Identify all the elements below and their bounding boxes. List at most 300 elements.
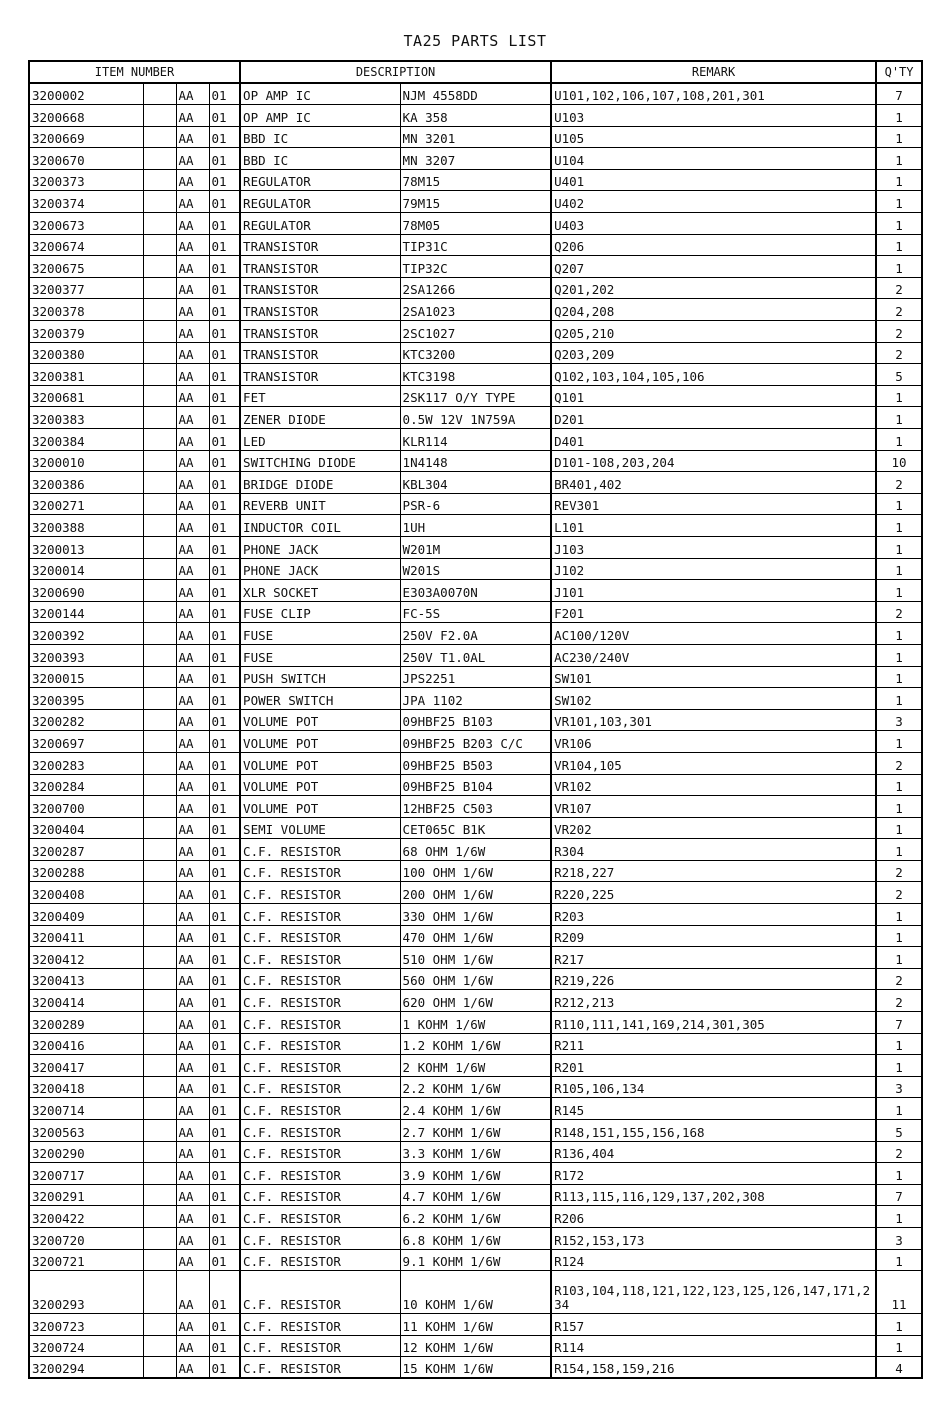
revision-cell: 01 (209, 1335, 240, 1357)
remark-cell: SW102 (551, 688, 876, 710)
table-row (29, 731, 922, 753)
spec-cell: E303A0070N (400, 580, 551, 602)
revision-cell: 01 (209, 342, 240, 364)
spec-cell: 0.5W 12V 1N759A (400, 407, 551, 429)
revision-cell: 01 (209, 450, 240, 472)
blank-cell (143, 169, 176, 191)
table-row (29, 860, 922, 882)
blank-cell (143, 1120, 176, 1142)
description-cell: REVERB UNIT (240, 493, 400, 515)
remark-cell: D201 (551, 407, 876, 429)
table-row (29, 882, 922, 904)
blank-cell (143, 1012, 176, 1034)
table-row (29, 1076, 922, 1098)
description-cell: FUSE (240, 623, 400, 645)
item-number-cell: 3200002 (29, 83, 143, 105)
description-cell: TRANSISTOR (240, 321, 400, 343)
grade-cell: AA (176, 558, 209, 580)
blank-cell (143, 968, 176, 990)
item-number-cell: 3200393 (29, 644, 143, 666)
description-cell: TRANSISTOR (240, 342, 400, 364)
grade-cell: AA (176, 364, 209, 386)
remark-cell: R136,404 (551, 1141, 876, 1163)
spec-cell: 3.3 KOHM 1/6W (400, 1141, 551, 1163)
remark-cell: R203 (551, 904, 876, 926)
remark-cell: R154,158,159,216 (551, 1357, 876, 1379)
blank-cell (143, 860, 176, 882)
grade-cell: AA (176, 1012, 209, 1034)
qty-cell: 1 (876, 148, 922, 170)
qty-cell: 1 (876, 558, 922, 580)
blank-cell (143, 234, 176, 256)
description-cell: REGULATOR (240, 169, 400, 191)
table-row (29, 299, 922, 321)
remark-cell: Q206 (551, 234, 876, 256)
table-row (29, 1271, 922, 1314)
remark-cell: R304 (551, 839, 876, 861)
remark-cell: U104 (551, 148, 876, 170)
table-row (29, 385, 922, 407)
blank-cell (143, 580, 176, 602)
spec-cell: 79M15 (400, 191, 551, 213)
grade-cell: AA (176, 126, 209, 148)
revision-cell: 01 (209, 796, 240, 818)
table-row (29, 213, 922, 235)
spec-cell: 1UH (400, 515, 551, 537)
grade-cell: AA (176, 1227, 209, 1249)
table-row (29, 515, 922, 537)
grade-cell: AA (176, 904, 209, 926)
remark-cell: U105 (551, 126, 876, 148)
qty-cell: 1 (876, 1055, 922, 1077)
qty-cell: 1 (876, 1335, 922, 1357)
remark-cell: Q204,208 (551, 299, 876, 321)
remark-cell: R172 (551, 1163, 876, 1185)
blank-cell (143, 1033, 176, 1055)
table-row (29, 1033, 922, 1055)
blank-cell (143, 839, 176, 861)
item-number-cell: 3200386 (29, 472, 143, 494)
revision-cell: 01 (209, 1314, 240, 1336)
qty-cell: 2 (876, 860, 922, 882)
qty-cell: 3 (876, 709, 922, 731)
table-row (29, 1098, 922, 1120)
item-number-cell: 3200392 (29, 623, 143, 645)
description-cell: REGULATOR (240, 191, 400, 213)
spec-cell: 12 KOHM 1/6W (400, 1335, 551, 1357)
item-number-cell: 3200417 (29, 1055, 143, 1077)
description-cell: PHONE JACK (240, 536, 400, 558)
remark-cell: BR401,402 (551, 472, 876, 494)
item-number-cell: 3200384 (29, 429, 143, 451)
blank-cell (143, 256, 176, 278)
revision-cell: 01 (209, 774, 240, 796)
description-cell: C.F. RESISTOR (240, 1206, 400, 1228)
grade-cell: AA (176, 148, 209, 170)
spec-cell: 78M05 (400, 213, 551, 235)
blank-cell (143, 277, 176, 299)
table-row (29, 191, 922, 213)
table-row (29, 450, 922, 472)
item-number-cell: 3200690 (29, 580, 143, 602)
qty-cell: 1 (876, 493, 922, 515)
grade-cell: AA (176, 450, 209, 472)
description-cell: C.F. RESISTOR (240, 1163, 400, 1185)
remark-cell: R219,226 (551, 968, 876, 990)
table-row (29, 1012, 922, 1034)
qty-cell: 2 (876, 882, 922, 904)
description-cell: SWITCHING DIODE (240, 450, 400, 472)
item-number-cell: 3200422 (29, 1206, 143, 1228)
item-number-cell: 3200668 (29, 105, 143, 127)
item-number-cell: 3200289 (29, 1012, 143, 1034)
remark-cell: R212,213 (551, 990, 876, 1012)
revision-cell: 01 (209, 256, 240, 278)
description-cell: C.F. RESISTOR (240, 925, 400, 947)
blank-cell (143, 1206, 176, 1228)
qty-cell: 1 (876, 213, 922, 235)
blank-cell (143, 1335, 176, 1357)
description-cell: OP AMP IC (240, 83, 400, 105)
table-row (29, 1141, 922, 1163)
blank-cell (143, 1314, 176, 1336)
description-cell: INDUCTOR COIL (240, 515, 400, 537)
description-cell: OP AMP IC (240, 105, 400, 127)
blank-cell (143, 752, 176, 774)
remark-cell: R217 (551, 947, 876, 969)
remark-cell: VR102 (551, 774, 876, 796)
remark-cell: Q207 (551, 256, 876, 278)
revision-cell: 01 (209, 1271, 240, 1314)
revision-cell: 01 (209, 947, 240, 969)
remark-cell: SW101 (551, 666, 876, 688)
revision-cell: 01 (209, 1163, 240, 1185)
qty-cell: 2 (876, 321, 922, 343)
table-row (29, 407, 922, 429)
item-number-cell: 3200717 (29, 1163, 143, 1185)
blank-cell (143, 1271, 176, 1314)
spec-cell: 620 OHM 1/6W (400, 990, 551, 1012)
qty-cell: 10 (876, 450, 922, 472)
spec-cell: 10 KOHM 1/6W (400, 1271, 551, 1314)
qty-cell: 1 (876, 1206, 922, 1228)
revision-cell: 01 (209, 472, 240, 494)
item-number-cell: 3200675 (29, 256, 143, 278)
qty-cell: 1 (876, 536, 922, 558)
grade-cell: AA (176, 429, 209, 451)
description-cell: TRANSISTOR (240, 299, 400, 321)
revision-cell: 01 (209, 1076, 240, 1098)
grade-cell: AA (176, 472, 209, 494)
remark-cell: U403 (551, 213, 876, 235)
qty-cell: 1 (876, 817, 922, 839)
blank-cell (143, 213, 176, 235)
spec-cell: 09HBF25 B203 C/C (400, 731, 551, 753)
grade-cell: AA (176, 1141, 209, 1163)
description-cell: VOLUME POT (240, 731, 400, 753)
description-cell: C.F. RESISTOR (240, 968, 400, 990)
blank-cell (143, 429, 176, 451)
qty-cell: 1 (876, 1249, 922, 1271)
spec-cell: 510 OHM 1/6W (400, 947, 551, 969)
revision-cell: 01 (209, 213, 240, 235)
blank-cell (143, 105, 176, 127)
spec-cell: 250V T1.0AL (400, 644, 551, 666)
qty-cell: 4 (876, 1357, 922, 1379)
blank-cell (143, 774, 176, 796)
description-cell: VOLUME POT (240, 796, 400, 818)
description-cell: VOLUME POT (240, 752, 400, 774)
grade-cell: AA (176, 493, 209, 515)
revision-cell: 01 (209, 968, 240, 990)
qty-cell: 1 (876, 234, 922, 256)
item-number-cell: 3200720 (29, 1227, 143, 1249)
qty-cell: 1 (876, 126, 922, 148)
grade-cell: AA (176, 1163, 209, 1185)
table-row (29, 169, 922, 191)
description-cell: C.F. RESISTOR (240, 1249, 400, 1271)
description-cell: C.F. RESISTOR (240, 990, 400, 1012)
item-number-cell: 3200714 (29, 1098, 143, 1120)
blank-cell (143, 1227, 176, 1249)
grade-cell: AA (176, 839, 209, 861)
table-row (29, 1163, 922, 1185)
table-row (29, 968, 922, 990)
table-row (29, 644, 922, 666)
spec-cell: TIP32C (400, 256, 551, 278)
blank-cell (143, 536, 176, 558)
spec-cell: 2 KOHM 1/6W (400, 1055, 551, 1077)
remark-cell: U402 (551, 191, 876, 213)
grade-cell: AA (176, 299, 209, 321)
table-row (29, 1227, 922, 1249)
item-number-cell: 3200721 (29, 1249, 143, 1271)
revision-cell: 01 (209, 1120, 240, 1142)
remark-cell: R114 (551, 1335, 876, 1357)
description-cell: VOLUME POT (240, 774, 400, 796)
remark-cell: D401 (551, 429, 876, 451)
description-cell: C.F. RESISTOR (240, 860, 400, 882)
description-cell: FUSE (240, 644, 400, 666)
item-number-cell: 3200388 (29, 515, 143, 537)
item-number-cell: 3200293 (29, 1271, 143, 1314)
table-row (29, 472, 922, 494)
grade-cell: AA (176, 385, 209, 407)
spec-cell: 470 OHM 1/6W (400, 925, 551, 947)
description-cell: SEMI VOLUME (240, 817, 400, 839)
blank-cell (143, 1098, 176, 1120)
remark-cell: AC100/120V (551, 623, 876, 645)
qty-cell: 2 (876, 342, 922, 364)
table-row (29, 990, 922, 1012)
table-row (29, 817, 922, 839)
table-row (29, 364, 922, 386)
item-number-cell: 3200409 (29, 904, 143, 926)
table-row (29, 947, 922, 969)
item-number-cell: 3200723 (29, 1314, 143, 1336)
item-number-cell: 3200383 (29, 407, 143, 429)
description-cell: TRANSISTOR (240, 256, 400, 278)
blank-cell (143, 644, 176, 666)
qty-cell: 1 (876, 666, 922, 688)
remark-cell: R220,225 (551, 882, 876, 904)
description-cell: BBD IC (240, 126, 400, 148)
description-cell: C.F. RESISTOR (240, 1227, 400, 1249)
revision-cell: 01 (209, 385, 240, 407)
table-row (29, 904, 922, 926)
blank-cell (143, 1141, 176, 1163)
grade-cell: AA (176, 860, 209, 882)
item-number-cell: 3200282 (29, 709, 143, 731)
blank-cell (143, 601, 176, 623)
grade-cell: AA (176, 1314, 209, 1336)
remark-cell: REV301 (551, 493, 876, 515)
qty-cell: 1 (876, 429, 922, 451)
table-row (29, 126, 922, 148)
grade-cell: AA (176, 536, 209, 558)
revision-cell: 01 (209, 666, 240, 688)
blank-cell (143, 515, 176, 537)
table-row (29, 688, 922, 710)
remark-cell: AC230/240V (551, 644, 876, 666)
table-row (29, 148, 922, 170)
blank-cell (143, 407, 176, 429)
description-cell: C.F. RESISTOR (240, 1033, 400, 1055)
header-item-number: ITEM NUMBER (29, 61, 240, 83)
qty-cell: 2 (876, 472, 922, 494)
table-row (29, 709, 922, 731)
blank-cell (143, 1163, 176, 1185)
grade-cell: AA (176, 1335, 209, 1357)
revision-cell: 01 (209, 601, 240, 623)
description-cell: PUSH SWITCH (240, 666, 400, 688)
remark-cell: J101 (551, 580, 876, 602)
qty-cell: 11 (876, 1271, 922, 1314)
item-number-cell: 3200674 (29, 234, 143, 256)
remark-cell: VR107 (551, 796, 876, 818)
revision-cell: 01 (209, 752, 240, 774)
qty-cell: 1 (876, 839, 922, 861)
qty-cell: 1 (876, 925, 922, 947)
spec-cell: 6.8 KOHM 1/6W (400, 1227, 551, 1249)
remark-cell: U101,102,106,107,108,201,301 (551, 83, 876, 105)
qty-cell: 1 (876, 1314, 922, 1336)
blank-cell (143, 904, 176, 926)
table-row (29, 774, 922, 796)
spec-cell: TIP31C (400, 234, 551, 256)
spec-cell: 12HBF25 C503 (400, 796, 551, 818)
revision-cell: 01 (209, 105, 240, 127)
revision-cell: 01 (209, 299, 240, 321)
blank-cell (143, 321, 176, 343)
revision-cell: 01 (209, 990, 240, 1012)
grade-cell: AA (176, 1076, 209, 1098)
spec-cell: 2SC1027 (400, 321, 551, 343)
blank-cell (143, 191, 176, 213)
revision-cell: 01 (209, 1098, 240, 1120)
qty-cell: 1 (876, 580, 922, 602)
revision-cell: 01 (209, 1227, 240, 1249)
revision-cell: 01 (209, 925, 240, 947)
qty-cell: 2 (876, 277, 922, 299)
blank-cell (143, 148, 176, 170)
revision-cell: 01 (209, 904, 240, 926)
remark-cell: J102 (551, 558, 876, 580)
description-cell: REGULATOR (240, 213, 400, 235)
description-cell: C.F. RESISTOR (240, 1141, 400, 1163)
spec-cell: MN 3201 (400, 126, 551, 148)
description-cell: C.F. RESISTOR (240, 1314, 400, 1336)
description-cell: C.F. RESISTOR (240, 1055, 400, 1077)
grade-cell: AA (176, 515, 209, 537)
revision-cell: 01 (209, 623, 240, 645)
qty-cell: 1 (876, 904, 922, 926)
blank-cell (143, 666, 176, 688)
qty-cell: 7 (876, 1184, 922, 1206)
blank-cell (143, 472, 176, 494)
item-number-cell: 3200700 (29, 796, 143, 818)
qty-cell: 2 (876, 990, 922, 1012)
page-title: TA25 PARTS LIST (403, 32, 547, 50)
remark-cell: Q201,202 (551, 277, 876, 299)
spec-cell: 200 OHM 1/6W (400, 882, 551, 904)
item-number-cell: 3200408 (29, 882, 143, 904)
spec-cell: 2.7 KOHM 1/6W (400, 1120, 551, 1142)
grade-cell: AA (176, 666, 209, 688)
revision-cell: 01 (209, 860, 240, 882)
revision-cell: 01 (209, 148, 240, 170)
qty-cell: 2 (876, 752, 922, 774)
grade-cell: AA (176, 601, 209, 623)
spec-cell: 68 OHM 1/6W (400, 839, 551, 861)
spec-cell: JPS2251 (400, 666, 551, 688)
item-number-cell: 3200670 (29, 148, 143, 170)
grade-cell: AA (176, 234, 209, 256)
spec-cell: 15 KOHM 1/6W (400, 1357, 551, 1379)
spec-cell: 2SK117 O/Y TYPE (400, 385, 551, 407)
grade-cell: AA (176, 407, 209, 429)
table-row (29, 493, 922, 515)
spec-cell: 2.4 KOHM 1/6W (400, 1098, 551, 1120)
grade-cell: AA (176, 342, 209, 364)
grade-cell: AA (176, 990, 209, 1012)
item-number-cell: 3200291 (29, 1184, 143, 1206)
blank-cell (143, 385, 176, 407)
revision-cell: 01 (209, 1141, 240, 1163)
table-row (29, 256, 922, 278)
revision-cell: 01 (209, 1184, 240, 1206)
table-row (29, 1184, 922, 1206)
grade-cell: AA (176, 1271, 209, 1314)
grade-cell: AA (176, 1249, 209, 1271)
table-row (29, 623, 922, 645)
remark-cell: VR101,103,301 (551, 709, 876, 731)
spec-cell: 09HBF25 B503 (400, 752, 551, 774)
spec-cell: KTC3198 (400, 364, 551, 386)
remark-cell: VR106 (551, 731, 876, 753)
spec-cell: 1N4148 (400, 450, 551, 472)
table-row (29, 83, 922, 105)
spec-cell: 6.2 KOHM 1/6W (400, 1206, 551, 1228)
table-row (29, 580, 922, 602)
grade-cell: AA (176, 731, 209, 753)
remark-cell: L101 (551, 515, 876, 537)
qty-cell: 1 (876, 1033, 922, 1055)
qty-cell: 1 (876, 1163, 922, 1185)
revision-cell: 01 (209, 709, 240, 731)
qty-cell: 7 (876, 1012, 922, 1034)
header-description: DESCRIPTION (240, 61, 551, 83)
